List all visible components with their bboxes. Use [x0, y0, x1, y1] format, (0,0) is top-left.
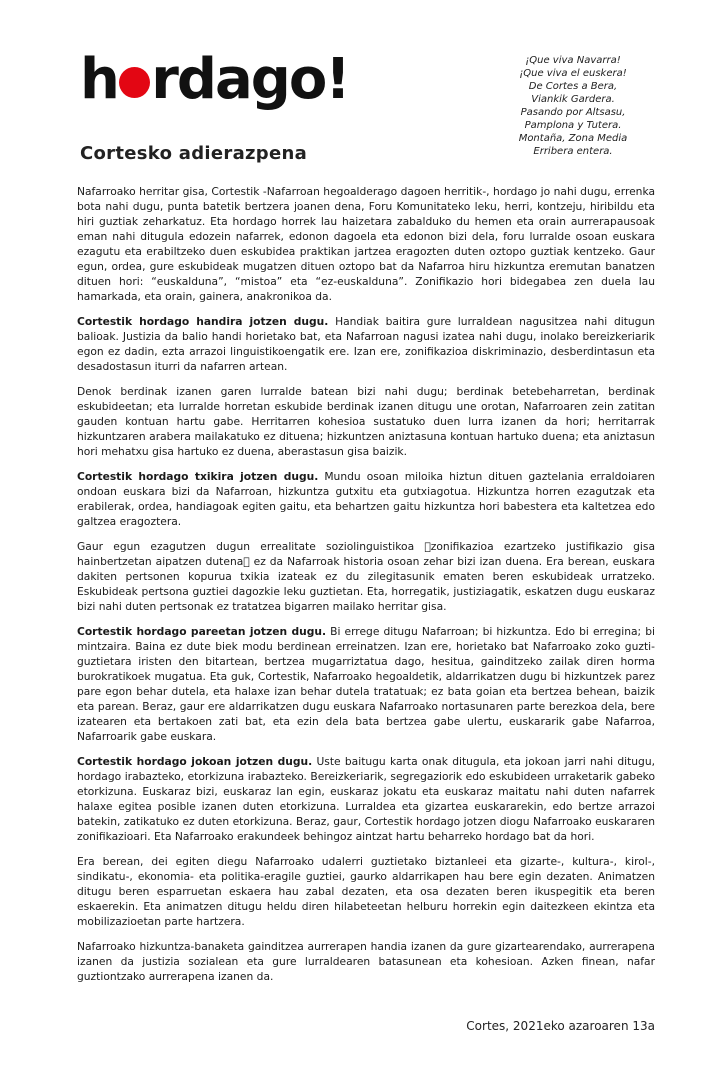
paragraph-text: Uste baitugu karta onak ditugula, eta jokoan jarri nahi ditugu, hordago irabazteko, etorkizuna irabazteko. Bereizkeriarik, segregaziorik edo eskubideen urraketarik gabeko etorkizuna. Euskaraz bizi, euskaraz lan egin, euskaraz jokatu eta euskaraz maitatu nahi duten nafarrek halaxe egitea posible izanen duten etorkizuna. Lurraldea eta gizartea euskararekin, edo bertze arrazoi batekin, zatikatuko ez duten etorkizuna. Beraz, gaur, Cortestik hordago jotzen diogu Nafarroako euskararen zonifikazioari. Eta Nafarroako erakundeek behingoz aintzat hartu beharreko hordago bat da hori.: [77, 755, 655, 843]
paragraph-2: [77, 314, 655, 374]
signature-date: Cortes, 2021eko azaroaren 13a: [466, 1019, 655, 1033]
poem-line: Erribera entera.: [533, 146, 613, 157]
paragraph-8: [77, 854, 655, 929]
logo-red-dot-o: [119, 67, 150, 98]
paragraph-5: [77, 539, 655, 614]
paragraph-heading: Cortestik hordago handira jotzen dugu.: [77, 315, 329, 328]
paragraph-heading: Cortestik hordago jokoan jotzen dugu.: [77, 755, 313, 768]
paragraph-text: Bi errege ditugu Nafarroan; bi hizkuntza. Edo bi erregina; bi mintzaira. Baina ez dute biek modu berdinean erreinatzen. Izan ere, horietako bat Nafarroako zoko guzti-guztietara iristen den bitartean, bertzea mugarriztatua dago, hesitua, gainditzeko zailak diren horma burokratikoek mugatua. Eta guk, Cortestik, Nafarroako hegoaldetik, aldarrikatzen dugu bi hizkuntzek parez pare egon behar dutela, eta halaxe izan behar dutela tratatuak; ez bata goian eta bertzea behean, baizik eta parean. Beraz, gaur ere aldarrikatzen dugu euskara Nafarroako nortasunaren parte berezkoa dela, bere izatearen eta bertakoen zati bat, eta ezin dela bata bertzea gabe ulertu, euskararik gabe Nafarroa, Nafarroarik gabe euskara.: [77, 625, 655, 743]
paragraph-6: [77, 624, 655, 744]
paragraph-text: Era berean, dei egiten diegu Nafarroako udalerri guztietako biztanleei eta gizarte-, kultura-, kirol-, sindikatu-, ekonomia- eta politika-eragile guztiei, gaurko aldarrikapen hau bere egin dezaten. Animatzen ditugu beren esparruetan eskaera hau zabal dezaten, eta osa dezaten beren ikuspegitik eta beren eskaerekin. Eta animatzen ditugu heldu diren hilabeteetan helburu horrekin egin daitezkeen ekintza eta mobilizazioetan parte hartzera.: [77, 855, 655, 928]
paragraph-9: [77, 939, 655, 984]
paragraph-text: Mundu osoan miloika hiztun dituen gaztelania erraldoiaren ondoan euskara bizi da Nafarroan, hizkuntza gutxitu eta gutxiagotua. Hizkuntza horren ezagutzak eta erabilerak, ordea, handiagoak egiten gaitu, eta behartzen gaitu hizkuntza hori babestera eta kaltetzea edo galtzea eragoztera.: [77, 470, 655, 528]
paragraph-heading: Cortestik hordago pareetan jotzen dugu.: [77, 625, 327, 638]
page-title: Cortesko adierazpena: [80, 143, 308, 164]
poem-line: ¡Que viva el euskera!: [519, 68, 627, 79]
poem-line: Montaña, Zona Media: [518, 133, 628, 144]
paragraph-heading: Cortestik hordago txikira jotzen dugu.: [77, 470, 319, 483]
paragraph-text: Nafarroako hizkuntza-banaketa gainditzea aurrerapen handia izanen da gure gizartearendako, aurrerapena izanen da justizia sozialean eta gure lurraldearen batasunean eta kohesioan. Azken finean, nafar guztiontzako aurrerapena izanen da.: [77, 940, 655, 983]
hordago-logo: [80, 47, 349, 112]
paragraph-text: Denok berdinak izanen garen lurralde batean bizi nahi dugu; berdinak betebeharretan, berdinak eskubideetan; eta lurralde horretan eskubide berdinak izanen ditugu une orotan, Nafarroaren zein zatitan gauden kontuan hartu gabe. Herritarren kohesioa sustatuko duen lurra izanen da hori; herritarrak hizkuntzaren arabera mailakatuko ez dituena; hizkuntzen aniztasuna kontuan hartuko duena; eta aniztasun hori mehatxu gisa hartuko ez duena, aberastasun gisa baizik.: [77, 385, 655, 458]
paragraph-text: Nafarroako herritar gisa, Cortestik -Nafarroan hegoalderago dagoen herritik-, hordago jo nahi dugu, errenka bota nahi dugu, punta batetik bertzera joanen dena, Foru Komunitateko leku, herri, kontzeju, hiribildu eta hiri guztiak zeharkatuz. Eta hordago horrek lau haizetara zabalduko du hemen eta orain aurrerapausoak eman nahi ditugula edozein nafarrek, edonon dagoela eta edonon bizi dela, foru lurralde osoan euskara ezagutu eta erabiltzeko duen eskubidea praktikan jartzea eragozten duten oztopo guztiak kentzeko. Gaur egun, ordea, gure eskubideak mugatzen dituen oztopo bat da Nafarroa hiru hizkuntza eremutan banatzen dituen hori: “euskalduna”, “mistoa” eta “ez-euskalduna”. Zonifikazio hori bidegabea zen duela lau hamarkada, eta orain, gainera, anakronikoa da.: [77, 185, 655, 303]
logo-part-1: h: [80, 47, 118, 112]
poem-line: Pamplona y Tutera.: [524, 120, 622, 131]
paragraph-text: Handiak baitira gure lurraldean nagusitzea nahi ditugun balioak. Justizia da balio handi horietako bat, eta Nafarroan nagusi izatea nahi dugu, inolako bereizkeriarik egon ez dadin, ezta arrazoi linguistikoengatik ere. Izan ere, zonifikazioa diskriminazio, desberdintasun eta desadostasun iturri da nafarren artean.: [77, 315, 655, 373]
logo-part-2: rdago!: [151, 47, 349, 112]
poem-line: De Cortes a Bera,: [528, 81, 618, 92]
declaration-body: [77, 184, 655, 994]
poem-line: ¡Que viva Navarra!: [525, 55, 621, 66]
poem-line: Pasando por Altsasu,: [520, 107, 626, 118]
poem-verse: [508, 54, 638, 158]
paragraph-text: Gaur egun ezagutzen dugun errealitate soziolinguistikoa  zonifikazioa ezartzeko justifikazio gisa hainbertzetan aipatzen dutena  ez da Nafarroak historia osoan zehar bizi izan duena. Era berean, euskara dakiten pertsonen kopurua txikia izateak ez du zilegitasunik ematen beren eskubideak urratzeko. Eskubideak pertsona guztiei dagozkie leku guztietan. Eta, horregatik, justiziagatik, eskatzen dugu euskaraz bizi nahi duten pertsonak ez tratatzea bigarren mailako herritar gisa.: [77, 540, 655, 613]
paragraph-3: [77, 384, 655, 459]
paragraph-4: [77, 469, 655, 529]
paragraph-7: [77, 754, 655, 844]
poem-line: Viankik Gardera.: [531, 94, 615, 105]
paragraph-1: [77, 184, 655, 304]
